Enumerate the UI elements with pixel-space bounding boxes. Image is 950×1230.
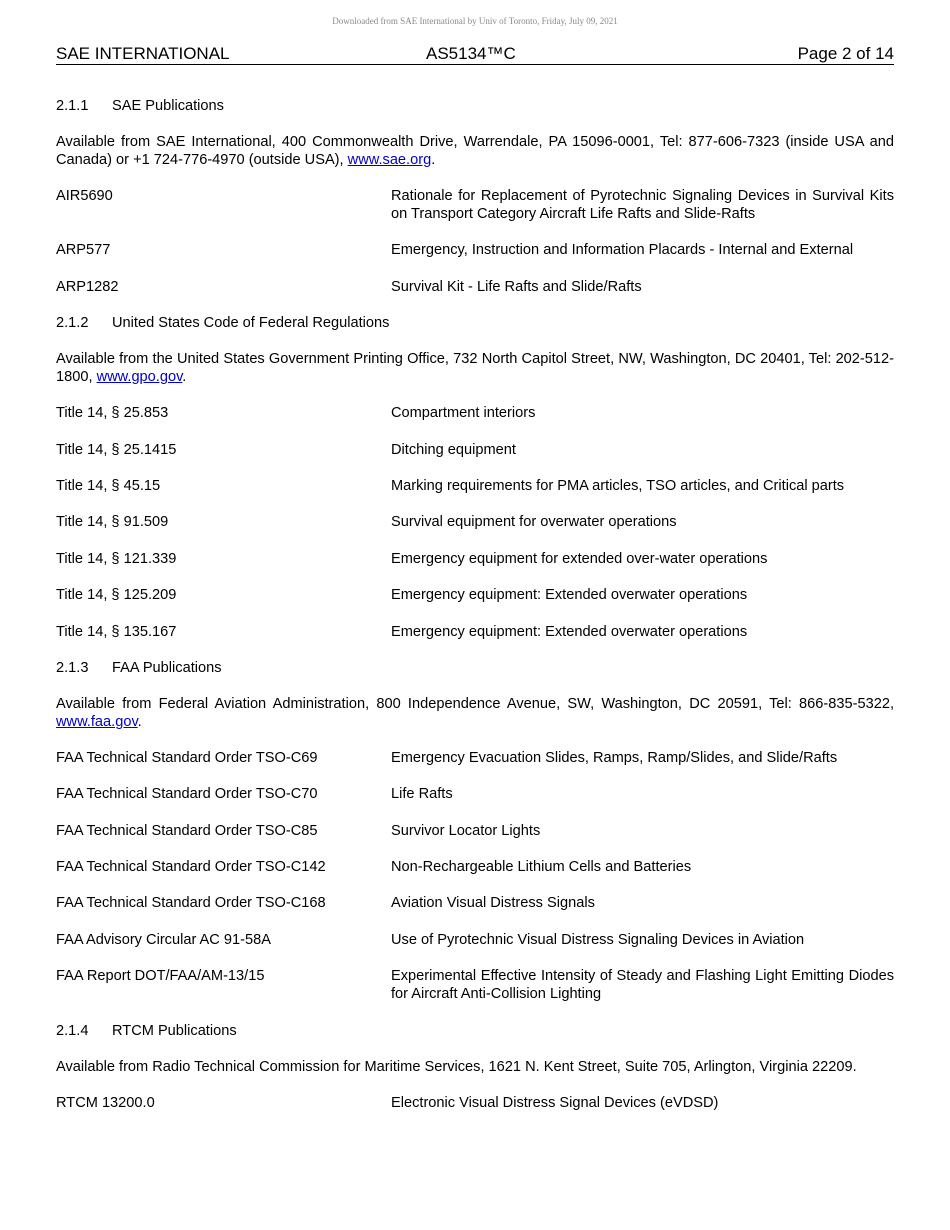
availability-end: . bbox=[182, 369, 187, 386]
reference-row bbox=[56, 1094, 894, 1112]
download-watermark: Downloaded from SAE International by Univ of Toronto, Friday, July 09, 2021 bbox=[332, 16, 618, 26]
reference-code: ARP1282 bbox=[56, 278, 119, 295]
page-header bbox=[56, 44, 894, 65]
reference-code: ARP577 bbox=[56, 242, 111, 259]
reference-code: Title 14, § 121.339 bbox=[56, 550, 177, 567]
reference-description: Emergency equipment for extended over-water operations bbox=[391, 550, 768, 567]
reference-code: FAA Technical Standard Order TSO-C69 bbox=[56, 749, 318, 766]
availability-text: Available from the United States Government Printing Office, 732 North Capitol Street, NW, Washington, DC 20401, Tel: 202-512-1800, bbox=[56, 351, 894, 386]
section-title: RTCM Publications bbox=[112, 1022, 237, 1039]
availability-text: Available from Radio Technical Commission for Maritime Services, 1621 N. Kent Street, Suite 705, Arlington, Virginia 22209. bbox=[56, 1058, 857, 1075]
reference-row bbox=[56, 513, 894, 531]
section-heading bbox=[56, 1022, 894, 1040]
reference-description: Emergency, Instruction and Information Placards - Internal and External bbox=[391, 242, 854, 259]
header-publisher: SAE INTERNATIONAL bbox=[56, 44, 230, 63]
reference-code: FAA Technical Standard Order TSO-C85 bbox=[56, 822, 318, 839]
document-body bbox=[56, 97, 894, 1130]
availability-end: . bbox=[137, 713, 142, 730]
reference-code: FAA Technical Standard Order TSO-C142 bbox=[56, 859, 326, 876]
reference-description: Non-Rechargeable Lithium Cells and Batteries bbox=[391, 859, 692, 876]
sae-link[interactable]: www.sae.org bbox=[347, 152, 432, 168]
reference-row bbox=[56, 822, 894, 840]
reference-code: FAA Technical Standard Order TSO-C70 bbox=[56, 786, 318, 803]
reference-row bbox=[56, 858, 894, 876]
reference-description: Survival Kit - Life Rafts and Slide/Rafts bbox=[391, 278, 642, 295]
reference-description: Emergency equipment: Extended overwater operations bbox=[391, 587, 748, 604]
reference-code: FAA Technical Standard Order TSO-C168 bbox=[56, 895, 326, 912]
availability-paragraph bbox=[56, 350, 894, 386]
section-number: 2.1.2 bbox=[56, 315, 89, 332]
section-number: 2.1.4 bbox=[56, 1022, 89, 1039]
reference-code: AIR5690 bbox=[56, 188, 113, 204]
reference-code: Title 14, § 25.853 bbox=[56, 405, 169, 422]
reference-code: RTCM 13200.0 bbox=[56, 1094, 155, 1111]
section-heading bbox=[56, 314, 894, 332]
reference-row bbox=[56, 278, 894, 296]
reference-row bbox=[56, 967, 894, 1003]
reference-description: Survival equipment for overwater operations bbox=[391, 514, 677, 531]
reference-code: Title 14, § 91.509 bbox=[56, 514, 169, 531]
reference-description: Compartment interiors bbox=[391, 405, 536, 422]
reference-code: FAA Advisory Circular AC 91-58A bbox=[56, 931, 271, 948]
reference-description: Survivor Locator Lights bbox=[391, 822, 541, 839]
availability-paragraph bbox=[56, 133, 894, 169]
reference-description: Rationale for Replacement of Pyrotechnic Signaling Devices in Survival Kits on Transport Category Aircraft Life Rafts and Slide-Rafts bbox=[391, 188, 894, 222]
section-title: SAE Publications bbox=[112, 98, 224, 114]
availability-text: Available from Federal Aviation Administration, 800 Independence Avenue, SW, Washington, DC 20591, Tel: 866-835-5322, bbox=[56, 695, 894, 712]
reference-row bbox=[56, 749, 894, 767]
section-title: FAA Publications bbox=[112, 659, 222, 676]
reference-code: Title 14, § 125.209 bbox=[56, 587, 177, 604]
reference-description: Electronic Visual Distress Signal Devices (eVDSD) bbox=[391, 1094, 719, 1111]
reference-row bbox=[56, 187, 894, 223]
reference-row bbox=[56, 785, 894, 803]
reference-code: Title 14, § 135.167 bbox=[56, 623, 177, 640]
reference-description: Experimental Effective Intensity of Steady and Flashing Light Emitting Diodes for Aircraft Anti-Collision Lighting bbox=[391, 968, 894, 1003]
reference-description: Ditching equipment bbox=[391, 441, 516, 458]
section-number: 2.1.1 bbox=[56, 98, 89, 114]
availability-paragraph bbox=[56, 695, 894, 731]
reference-description: Aviation Visual Distress Signals bbox=[391, 895, 595, 912]
reference-code: Title 14, § 25.1415 bbox=[56, 441, 177, 458]
reference-row bbox=[56, 404, 894, 422]
section-number: 2.1.3 bbox=[56, 659, 89, 676]
header-document-number: AS5134™C bbox=[426, 44, 516, 63]
section-heading bbox=[56, 659, 894, 677]
section-title: United States Code of Federal Regulations bbox=[112, 315, 390, 332]
availability-paragraph bbox=[56, 1058, 894, 1076]
reference-row bbox=[56, 931, 894, 949]
reference-code: FAA Report DOT/FAA/AM-13/15 bbox=[56, 968, 265, 985]
reference-row bbox=[56, 441, 894, 459]
reference-row bbox=[56, 623, 894, 641]
gpo-link[interactable]: www.gpo.gov bbox=[96, 369, 183, 386]
reference-description: Emergency equipment: Extended overwater operations bbox=[391, 623, 748, 640]
section-heading bbox=[56, 97, 894, 115]
availability-text: Available from SAE International, 400 Commonwealth Drive, Warrendale, PA 15096-0001, Tel: 877-606-7323 (inside USA and Canada) or +1 724-776-4970 (outside USA), bbox=[56, 134, 894, 168]
reference-code: Title 14, § 45.15 bbox=[56, 477, 161, 494]
reference-description: Use of Pyrotechnic Visual Distress Signaling Devices in Aviation bbox=[391, 931, 805, 948]
reference-description: Marking requirements for PMA articles, TSO articles, and Critical parts bbox=[391, 477, 845, 494]
faa-link[interactable]: www.faa.gov bbox=[56, 713, 138, 730]
reference-row bbox=[56, 894, 894, 912]
reference-description: Life Rafts bbox=[391, 786, 453, 803]
reference-row bbox=[56, 241, 894, 259]
header-page-number: Page 2 of 14 bbox=[797, 44, 894, 63]
availability-end: . bbox=[431, 152, 436, 168]
reference-row bbox=[56, 477, 894, 495]
reference-row bbox=[56, 586, 894, 604]
reference-description: Emergency Evacuation Slides, Ramps, Ramp/Slides, and Slide/Rafts bbox=[391, 749, 838, 766]
reference-row bbox=[56, 550, 894, 568]
